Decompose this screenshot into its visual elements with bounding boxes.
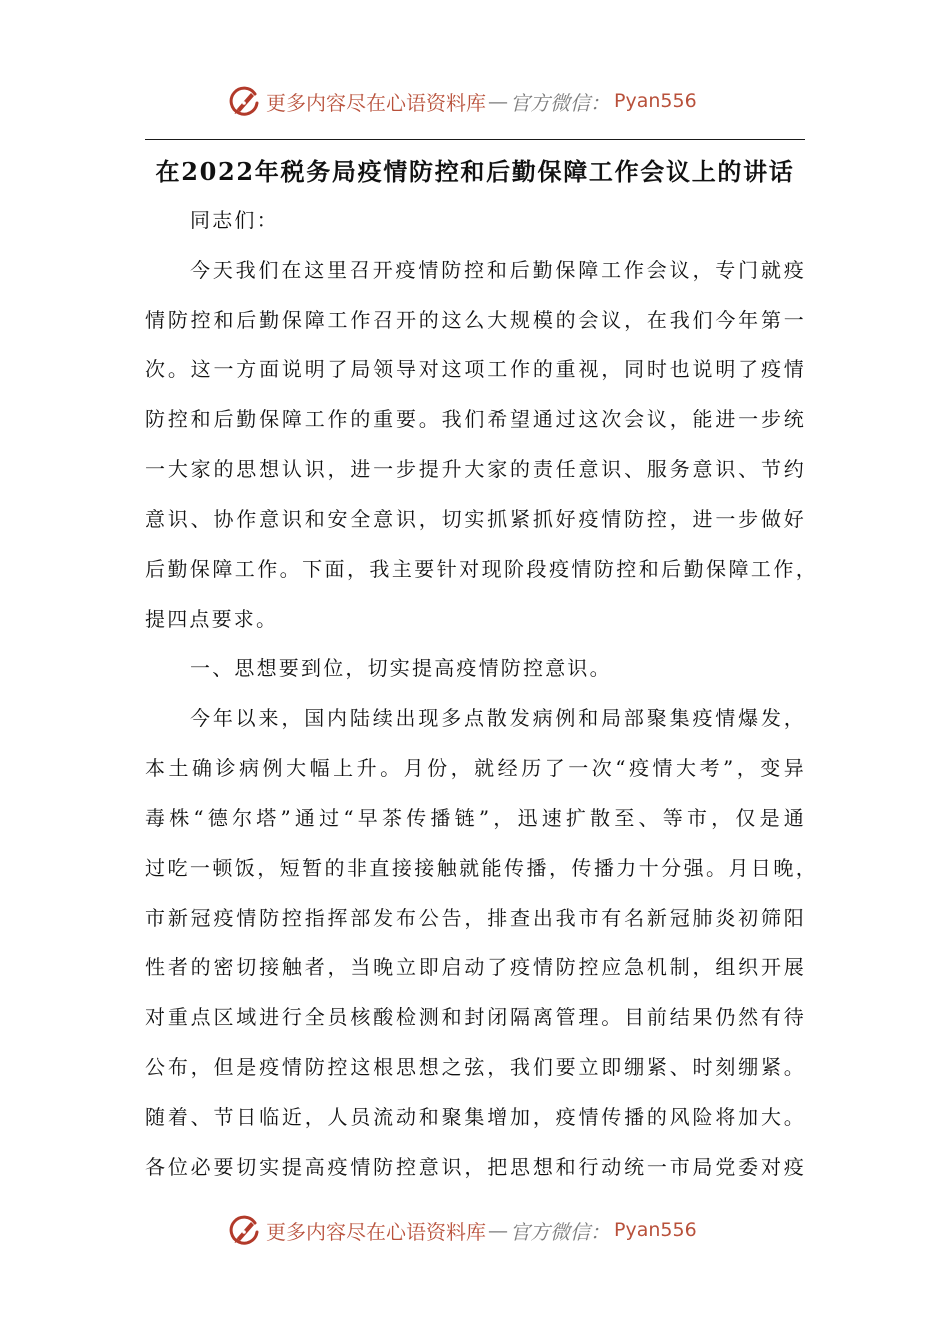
text-line: 过吃一顿饭，短暂的非直接接触就能传播，传播力十分强。月日晚，	[145, 855, 817, 880]
watermark-brand: 更多内容尽在心语资料库	[266, 90, 486, 115]
text-line: 市新冠疫情防控指挥部发布公告，排查出我市有名新冠肺炎初筛阳	[145, 905, 805, 930]
text-line: 毒株“德尔塔”通过“早茶传播链”，迅速扩散至、等市，仅是通	[145, 805, 805, 830]
text-line: 对重点区域进行全员核酸检测和封闭隔离管理。目前结果仍然有待	[145, 1005, 805, 1030]
text-line: 本土确诊病例大幅上升。月份，就经历了一次“疫情大考”，变异	[145, 756, 805, 781]
text-line: 后勤保障工作。下面，我主要针对现阶段疫情防控和后勤保障工作，	[145, 556, 817, 581]
document-body	[145, 196, 817, 1193]
pen-logo-icon	[226, 1212, 262, 1248]
text-line: 提四点要求。	[145, 606, 279, 631]
footer-watermark	[226, 1210, 697, 1250]
text-line: 意识、协作意识和安全意识，切实抓紧抓好疫情防控，进一步做好	[145, 506, 805, 531]
watermark-wechat-label: 官方微信：	[510, 90, 610, 115]
header-watermark	[226, 81, 697, 121]
paragraph-intro	[145, 246, 817, 645]
paragraph-section-1	[145, 694, 817, 1192]
watermark-dash: —	[488, 89, 508, 113]
text-line: 同志们：	[190, 208, 279, 232]
watermark-dash: —	[488, 1218, 508, 1242]
header-rule	[145, 139, 805, 140]
pen-logo-icon	[226, 83, 262, 119]
watermark-brand: 更多内容尽在心语资料库	[266, 1219, 486, 1244]
text-line: 次。这一方面说明了局领导对这项工作的重视，同时也说明了疫情	[145, 357, 805, 382]
paragraph-salutation	[145, 196, 805, 246]
text-line: 一大家的思想认识，进一步提升大家的责任意识、服务意识、节约	[145, 457, 805, 482]
text-line: 随着、节日临近，人员流动和聚集增加，疫情传播的风险将加大。	[145, 1104, 805, 1129]
text-line: 公布，但是疫情防控这根思想之弦，我们要立即绷紧、时刻绷紧。	[145, 1055, 805, 1080]
watermark-wechat-id: Pyan556	[614, 1219, 697, 1241]
text-line: 防控和后勤保障工作的重要。我们希望通过这次会议，能进一步统	[145, 407, 805, 432]
section-heading-1	[145, 644, 805, 694]
text-line: 性者的密切接触者，当晚立即启动了疫情防控应急机制，组织开展	[145, 955, 805, 980]
text-line: 各位必要切实提高疫情防控意识，把思想和行动统一市局党委对疫	[145, 1154, 805, 1179]
document-title: 在2022年税务局疫情防控和后勤保障工作会议上的讲话	[155, 157, 795, 186]
text-line: 今天我们在这里召开疫情防控和后勤保障工作会议，专门就疫	[190, 257, 805, 282]
text-line: 情防控和后勤保障工作召开的这么大规模的会议，在我们今年第一	[145, 307, 805, 332]
text-line: 一、思想要到位，切实提高疫情防控意识。	[190, 656, 612, 681]
watermark-wechat-id: Pyan556	[614, 90, 697, 112]
text-line: 今年以来，国内陆续出现多点散发病例和局部聚集疫情爆发，	[190, 706, 805, 731]
watermark-wechat-label: 官方微信：	[510, 1219, 610, 1244]
